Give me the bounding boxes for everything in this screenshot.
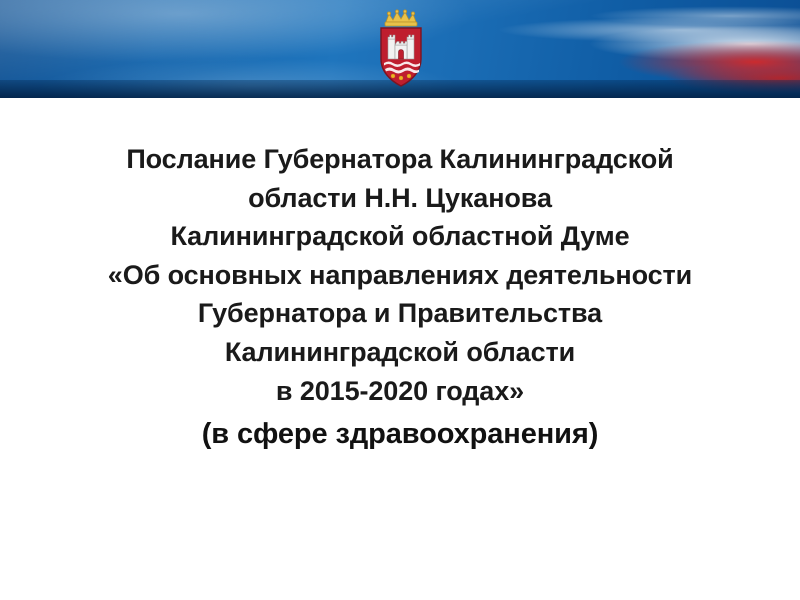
coat-of-arms-icon [370, 9, 432, 89]
title-line-5: Губернатора и Правительства [197, 298, 603, 329]
slide-title [24, 140, 776, 454]
slide-header-banner [0, 0, 800, 98]
title-line-2: области Н.Н. Цуканова [248, 182, 552, 213]
slide-subtitle: (в сфере здравоохранения) [201, 418, 599, 451]
title-line-1: Послание Губернатора Калининградской [126, 144, 674, 174]
title-line-4: «Об основных направлениях деятельности [107, 259, 693, 290]
slide-body [0, 98, 800, 600]
title-line-6: Калининградской области [224, 337, 576, 368]
title-line-3: Калининградской областной Думе [170, 221, 630, 252]
title-line-7: в 2015-2020 годах» [275, 375, 525, 406]
